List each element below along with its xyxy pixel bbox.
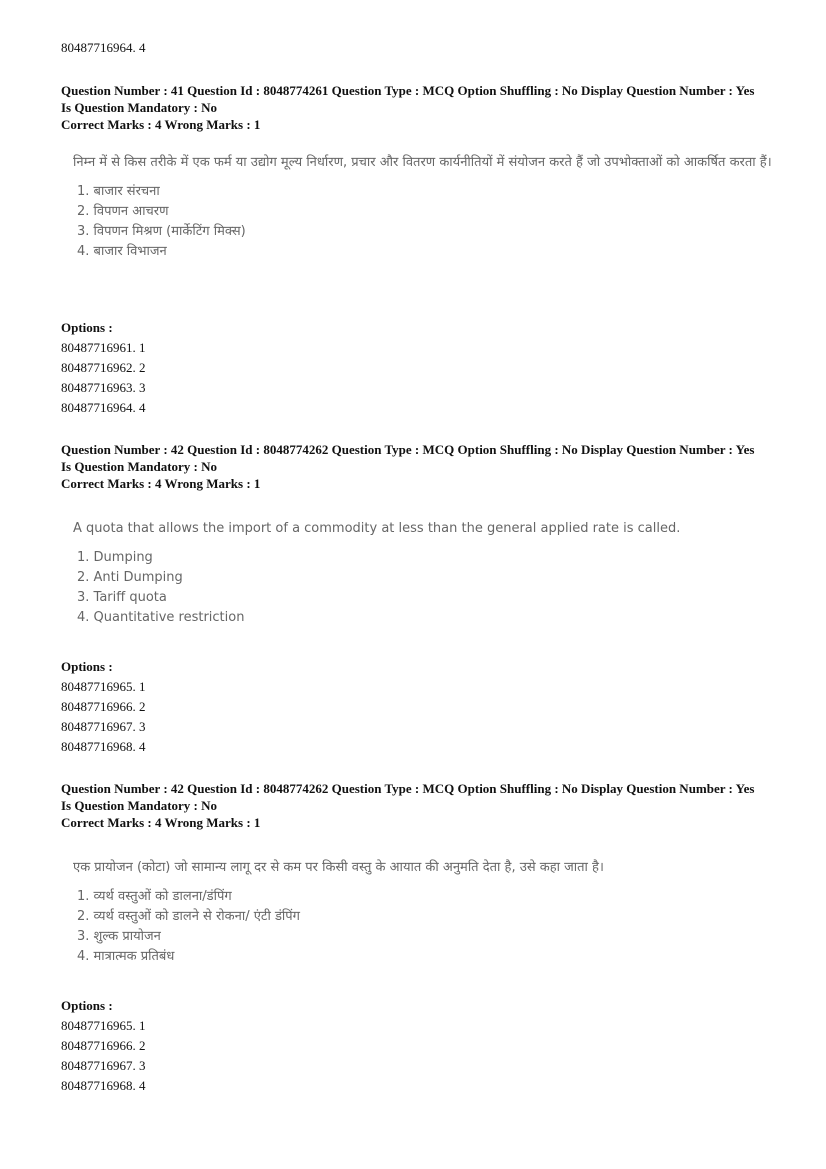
question-block-2 [61,441,781,628]
question-block-1 [61,82,781,262]
option-line: 80487716965. 1 [61,1018,146,1033]
question-mandatory: Is Question Mandatory : No [61,100,218,115]
question-text: निम्न में से किस तरीके में एक फर्म या उद्योग मूल्य निर्धारण, प्रचार और वितरण कार्यनीतियों में संयोजन करते हैं जो उपभोक्ताओं को आकर्षित करता हैं। [73,155,772,170]
options-label: Options : [61,659,113,674]
option-line: 80487716962. 2 [61,360,146,375]
option-line: 80487716967. 3 [61,719,146,734]
choice-2: 2. विपणन आचरण [77,204,169,219]
options-label: Options : [61,998,113,1013]
question-marks: Correct Marks : 4 Wrong Marks : 1 [61,815,261,830]
question-marks: Correct Marks : 4 Wrong Marks : 1 [61,476,261,491]
option-line: 80487716967. 3 [61,1058,146,1073]
option-line: 80487716961. 1 [61,340,146,355]
option-line: 80487716968. 4 [61,1078,146,1093]
question-image [61,858,773,967]
choice-1: 1. बाजार संरचना [77,184,160,199]
question-mandatory: Is Question Mandatory : No [61,798,218,813]
question-text: A quota that allows the import of a commodity at less than the general applied rate is called. [73,521,681,536]
question-image [61,153,773,262]
previous-option-line: 80487716964. 4 [61,40,146,55]
choice-3: 3. शुल्क प्रायोजन [77,929,161,944]
question-header: Question Number : 41 Question Id : 8048774261 Question Type : MCQ Option Shuffling : No Display Question Number : Yes [61,83,755,98]
choice-4: 4. Quantitative restriction [77,610,245,625]
option-line: 80487716965. 1 [61,679,146,694]
option-line: 80487716963. 3 [61,380,146,395]
choice-2: 2. व्यर्थ वस्तुओं को डालने से रोकना/ एंटी डंपिंग [77,909,300,924]
choice-4: 4. मात्रात्मक प्रतिबंध [77,949,175,964]
choice-2: 2. Anti Dumping [77,570,183,585]
question-text: एक प्रायोजन (कोटा) जो सामान्य लागू दर से कम पर किसी वस्तु के आयात की अनुमति देता है, उसे कहा जाता है। [73,860,604,875]
option-line: 80487716966. 2 [61,1038,146,1053]
options-list-1 [61,318,146,418]
choice-1: 1. व्यर्थ वस्तुओं को डालना/डंपिंग [77,889,232,904]
option-line: 80487716968. 4 [61,739,146,754]
question-header: Question Number : 42 Question Id : 8048774262 Question Type : MCQ Option Shuffling : No Display Question Number : Yes [61,781,755,796]
options-list-2 [61,657,146,757]
question-mandatory: Is Question Mandatory : No [61,459,218,474]
options-list-3 [61,996,146,1096]
choice-1: 1. Dumping [77,550,153,565]
question-image [61,519,773,628]
options-label: Options : [61,320,113,335]
choice-3: 3. Tariff quota [77,590,167,605]
option-line: 80487716964. 4 [61,400,146,415]
question-block-3 [61,780,781,967]
question-header: Question Number : 42 Question Id : 8048774262 Question Type : MCQ Option Shuffling : No Display Question Number : Yes [61,442,755,457]
choice-4: 4. बाजार विभाजन [77,244,167,259]
question-marks: Correct Marks : 4 Wrong Marks : 1 [61,117,261,132]
choice-3: 3. विपणन मिश्रण (मार्केटिंग मिक्स) [77,224,246,239]
option-line: 80487716966. 2 [61,699,146,714]
